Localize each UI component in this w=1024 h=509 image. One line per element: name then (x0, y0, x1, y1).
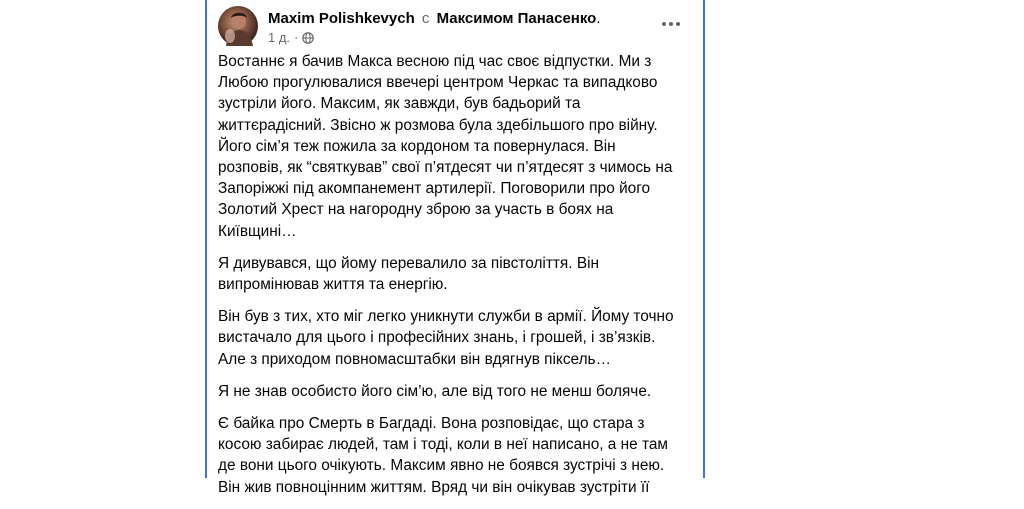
text-line: Золотий Хрест на нагородну зброю за участь в боях на (218, 201, 614, 219)
more-options-icon (662, 22, 666, 26)
post-meta (268, 30, 314, 45)
author-avatar[interactable] (218, 6, 258, 46)
post-paragraph (218, 381, 696, 402)
text-line: Він жив повноцінним життям. Вряд чи він очікував зустріти її (218, 478, 650, 496)
meta-separator: · (294, 30, 299, 45)
more-options-button[interactable] (659, 12, 683, 36)
tagged-suffix: . (596, 10, 601, 27)
text-line: Його сім’я теж пожила за кордоном та повернулася. Він (218, 137, 616, 155)
author-line (268, 10, 601, 27)
text-line: Він був з тих, хто міг легко уникнути служби в армії. Йому точно (218, 308, 674, 326)
post-paragraph (218, 413, 696, 498)
post-header (218, 6, 693, 50)
text-line: де вони цього очікують. Максим явно не боявся зустрічі з нею. (218, 457, 665, 475)
text-line: Я не знав особисто його сім’ю, але від того не менш боляче. (218, 382, 652, 400)
post-timestamp-link[interactable]: 1 д. (268, 30, 291, 45)
post-paragraph (218, 306, 696, 370)
text-line: зустріли його. Максим, як завжди, був бадьорий та (218, 95, 581, 113)
post-paragraph (218, 253, 696, 295)
text-line: розповів, як “святкував” свої п’ятдесят чи п’ятдесят з чимось на (218, 159, 673, 177)
text-line: Є байка про Смерть в Багдаді. Вона розповідає, що стара з (218, 415, 645, 433)
text-line: життєрадісний. Звісно ж розмова була здебільшого про війну. (218, 116, 658, 134)
text-line: косою забирає людей, там і тоді, коли в неї написано, а не там (218, 436, 668, 454)
post-paragraph (218, 51, 696, 242)
author-name-link[interactable]: Maxim Polishkevych (268, 10, 415, 27)
text-line: Востаннє я бачив Макса весною під час своє відпустки. Ми з (218, 53, 652, 70)
with-word: с (421, 10, 430, 27)
text-line: Я дивувався, що йому перевалило за півстоліття. Він (218, 254, 600, 272)
text-line: Запоріжжі під акомпанемент артилерії. Поговорили про його (218, 180, 651, 198)
text-line: Київщині… (218, 222, 297, 240)
tagged-person-link[interactable]: Максимом Панасенко (436, 10, 597, 27)
post-card (205, 0, 705, 496)
globe-icon[interactable] (302, 32, 314, 44)
text-line: Любою прогулювалися ввечері центром Черкас та випадково (218, 74, 658, 92)
text-line: вистачало для цього і професійних знань, і грошей, і зв’язків. (218, 329, 656, 347)
text-line: випромінював життя та енергію. (218, 276, 448, 294)
text-line: Але з приходом повномасштабки він вдягнув піксель… (218, 350, 611, 368)
post-body (218, 51, 696, 509)
avatar-photo-icon (218, 6, 258, 46)
